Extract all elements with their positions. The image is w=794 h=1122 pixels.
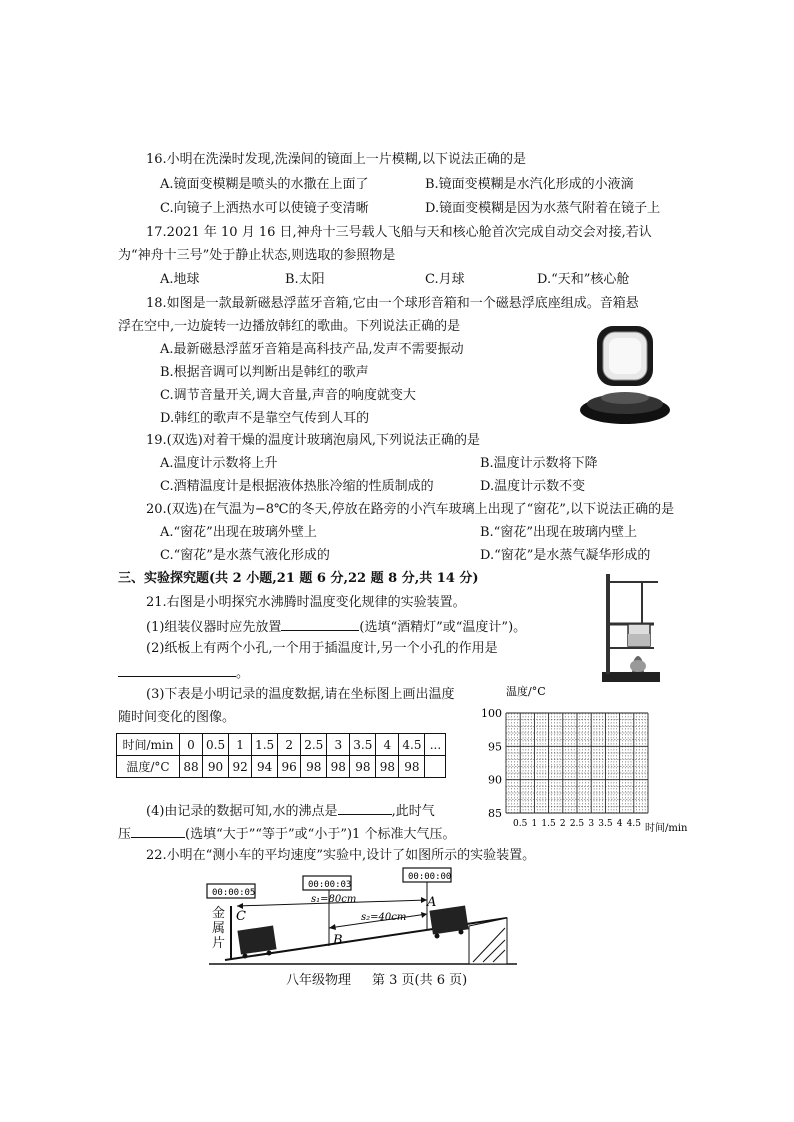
table-cell: 98 — [399, 756, 425, 778]
table-cell: 1 — [229, 734, 252, 756]
q18-option-a: A.最新磁悬浮蓝牙音箱是高科技产品,发声不需要振动 — [160, 342, 464, 357]
table-cell: 时间/min — [117, 734, 180, 756]
q16-option-a: A.镜面变模糊是喷头的水撒在上面了 — [160, 177, 369, 192]
speaker-figure — [575, 320, 675, 430]
q17-option-d: D.“天和”核心舱 — [537, 272, 630, 287]
x-tick-label: 1.5 — [541, 819, 556, 829]
answer-blank[interactable] — [131, 823, 185, 838]
table-row — [117, 756, 446, 778]
table-cell: 4.5 — [399, 734, 425, 756]
table-cell: 2.5 — [301, 734, 327, 756]
table-cell: 0 — [180, 734, 203, 756]
table-row — [117, 734, 446, 756]
q21-part3-line1: (3)下表是小明记录的温度数据,请在坐标图上画出温度 — [146, 687, 455, 702]
table-cell — [425, 756, 446, 778]
x-tick-label: 3.5 — [598, 819, 613, 829]
q21-part4-text3: 压 — [118, 827, 132, 842]
table-cell: 98 — [301, 756, 327, 778]
q16-option-b: B.镜面变模糊是水汽化形成的小液滴 — [425, 177, 634, 192]
table-cell: 98 — [376, 756, 399, 778]
x-axis-label: 时间/min — [645, 823, 688, 834]
q17-option-c: C.月球 — [425, 272, 465, 287]
q19-option-c: C.酒精温度计是根据液体热胀冷缩的性质制成的 — [160, 479, 434, 494]
q21-part3-line2: 随时间变化的图像。 — [118, 710, 236, 725]
timer-c: 00:00:05 — [212, 888, 256, 898]
table-cell: 98 — [327, 756, 350, 778]
q18-stem-line1: 18.如图是一款最新磁悬浮蓝牙音箱,它由一个球形音箱和一个磁悬浮底座组成。音箱悬 — [146, 296, 639, 311]
q21-stem: 21.右图是小明探究水沸腾时温度变化规律的实验装置。 — [146, 595, 466, 610]
temperature-table — [116, 733, 446, 778]
q18-option-c: C.调节音量开关,调大音量,声音的响度就变大 — [160, 388, 416, 403]
table-cell: 88 — [180, 756, 203, 778]
q18-option-d: D.韩红的歌声不是靠空气传到人耳的 — [160, 411, 370, 426]
table-cell: 3.5 — [350, 734, 376, 756]
table-cell: 1.5 — [252, 734, 278, 756]
timer-b: 00:00:03 — [308, 880, 352, 890]
q20-option-a: A.“窗花”出现在玻璃外壁上 — [160, 525, 317, 540]
q19-option-b: B.温度计示数将下降 — [480, 456, 598, 471]
q21-part2-end: 。 — [236, 666, 250, 681]
y-tick-label: 95 — [488, 740, 502, 754]
table-cell: 温度/°C — [117, 756, 180, 778]
point-c-label: C — [236, 909, 246, 924]
q18-stem-line2: 浮在空中,一边旋转一边播放韩红的歌曲。下列说法正确的是 — [118, 319, 461, 334]
q21-part2-answer — [118, 662, 249, 684]
q21-part4-text2: ,此时气 — [391, 804, 435, 819]
q16-option-c: C.向镜子上洒热水可以使镜子变清晰 — [160, 201, 369, 216]
temperature-time-chart — [468, 683, 688, 835]
x-tick-label: 2 — [559, 819, 566, 829]
y-tick-label: 100 — [481, 707, 502, 720]
metal-plate-label: 金属片 — [212, 906, 226, 951]
table-cell: 3 — [327, 734, 350, 756]
answer-blank[interactable] — [338, 800, 392, 815]
q17-option-a: A.地球 — [160, 272, 200, 287]
answer-blank[interactable] — [118, 662, 236, 677]
table-cell: 92 — [229, 756, 252, 778]
section-heading: 三、实验探究题(共 2 小题,21 题 6 分,22 题 8 分,共 14 分) — [118, 571, 479, 586]
table-cell: 96 — [278, 756, 301, 778]
x-tick-label: 2.5 — [569, 819, 585, 829]
q20-option-c: C.“窗花”是水蒸气液化形成的 — [160, 548, 330, 563]
q16-option-d: D.镜面变模糊是因为水蒸气附着在镜子上 — [425, 201, 661, 216]
x-tick-label: 4 — [616, 819, 623, 829]
point-a-label: A — [427, 895, 437, 910]
boiling-apparatus-figure — [598, 568, 664, 688]
x-tick-label: 4.5 — [626, 819, 641, 829]
x-tick-label: 1 — [531, 819, 538, 829]
footer-subject: 八年级物理 — [286, 973, 352, 988]
q21-part4-line1 — [146, 800, 435, 822]
table-cell: ... — [425, 734, 446, 756]
y-tick-label: 90 — [488, 773, 502, 787]
label-s1: s₁=80cm — [311, 894, 357, 905]
table-cell: 4 — [376, 734, 399, 756]
y-tick-label: 85 — [488, 807, 502, 820]
q19-option-d: D.温度计示数不变 — [480, 479, 586, 494]
q17-stem-line2: 为“神舟十三号”处于静止状态,则选取的参照物是 — [118, 248, 396, 263]
q21-part1-hint: (选填“酒精灯”或“温度计”)。 — [359, 620, 527, 635]
answer-blank[interactable] — [281, 616, 359, 631]
table-cell: 90 — [203, 756, 229, 778]
q21-part2: (2)纸板上有两个小孔,一个用于插温度计,另一个小孔的作用是 — [146, 641, 498, 656]
table-cell: 98 — [350, 756, 376, 778]
table-cell: 94 — [252, 756, 278, 778]
q21-part4-text: (4)由记录的数据可知,水的沸点是 — [146, 804, 338, 819]
y-axis-label: 温度/°C — [506, 685, 546, 698]
label-s2: s₂=40cm — [361, 912, 407, 923]
incline-figure — [203, 866, 523, 974]
point-b-label: B — [333, 933, 343, 948]
footer-page: 第 3 页(共 6 页) — [372, 973, 468, 988]
q20-option-d: D.“窗花”是水蒸气凝华形成的 — [480, 548, 651, 563]
q21-part1 — [146, 616, 526, 638]
q21-part4-hint: (选填“大于”“等于”或“小于”)1 个标准大气压。 — [185, 827, 456, 842]
q20-option-b: B.“窗花”出现在玻璃内壁上 — [480, 525, 637, 540]
q22-stem: 22.小明在“测小车的平均速度”实验中,设计了如图所示的实验装置。 — [146, 848, 536, 863]
x-tick-label: 3 — [588, 819, 595, 829]
q20-stem: 20.(双选)在气温为−8℃的冬天,停放在路旁的小汽车玻璃上出现了“窗花”,以下说法正确的是 — [146, 502, 675, 517]
q19-stem: 19.(双选)对着干燥的温度计玻璃泡扇风,下列说法正确的是 — [146, 433, 480, 448]
q19-option-a: A.温度计示数将上升 — [160, 456, 278, 471]
q21-part4-line2 — [118, 823, 455, 845]
q16-stem: 16.小明在洗澡时发现,洗澡间的镜面上一片模糊,以下说法正确的是 — [146, 152, 526, 167]
grid-major — [506, 713, 648, 813]
q17-option-b: B.太阳 — [285, 272, 325, 287]
q21-part1-text: (1)组装仪器时应先放置 — [146, 620, 282, 635]
y-tick-labels — [481, 707, 502, 820]
q17-stem-line1: 17.2021 年 10 月 16 日,神舟十三号载人飞船与天和核心舱首次完成自动交会对接,若认 — [146, 225, 652, 240]
x-tick-label: 0.5 — [513, 819, 528, 829]
timer-a: 00:00:00 — [408, 872, 452, 882]
table-cell: 0.5 — [203, 734, 229, 756]
table-cell: 2 — [278, 734, 301, 756]
x-tick-labels — [513, 819, 641, 829]
q18-option-b: B.根据音调可以判断出是韩红的歌声 — [160, 365, 369, 380]
